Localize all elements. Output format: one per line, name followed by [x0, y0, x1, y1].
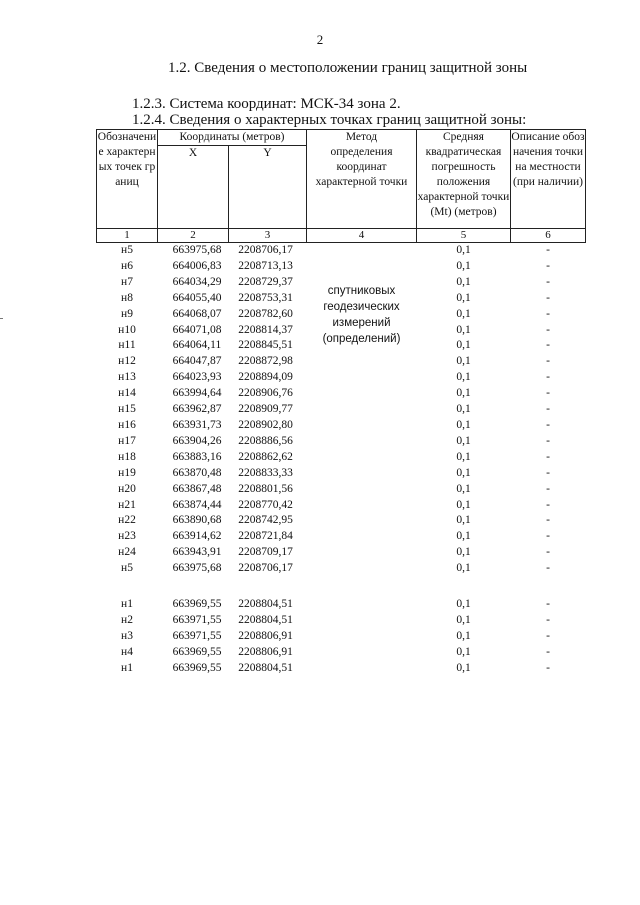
coordinate-system-line: 1.2.3. Система координат: МСК-34 зона 2.	[132, 96, 401, 112]
y-cell: 2208804,51	[238, 598, 293, 611]
x-cell: 664068,07	[172, 307, 222, 320]
y-cell: 2208713,13	[238, 259, 293, 272]
error-cell: 0,1	[456, 498, 471, 511]
x-cell: 664071,08	[172, 323, 222, 336]
y-cell: 2208833,33	[238, 466, 293, 479]
point-cell: н2	[121, 613, 133, 626]
y-cell: 2208902,80	[238, 418, 293, 431]
x-cell: 663870,48	[172, 466, 222, 479]
points-table-wrapper	[96, 129, 585, 677]
description-cell: -	[546, 482, 550, 495]
x-cell: 664055,40	[172, 291, 222, 304]
column-number: 4	[307, 229, 417, 243]
y-cell: 2208806,91	[238, 645, 293, 658]
x-cell: 663975,68	[172, 244, 222, 256]
description-cell: -	[546, 498, 550, 511]
description-cell: -	[546, 339, 550, 352]
error-cell: 0,1	[456, 387, 471, 400]
points-table	[96, 129, 586, 677]
x-cell: 663914,62	[172, 530, 222, 543]
point-cell: н12	[118, 355, 136, 368]
y-cell: 2208706,17	[238, 244, 293, 256]
header-x: X	[158, 146, 229, 229]
x-cell: 663969,55	[172, 645, 222, 658]
point-cell: н21	[118, 498, 136, 511]
description-cell: -	[546, 598, 550, 611]
point-cell: н18	[118, 450, 136, 463]
description-cell: -	[546, 275, 550, 288]
x-cell: 663962,87	[172, 403, 222, 416]
y-cell: 2208721,84	[238, 530, 293, 543]
x-cell: 663867,48	[172, 482, 222, 495]
description-cell: -	[546, 323, 550, 336]
description-cell: -	[546, 546, 550, 559]
y-cell: 2208742,95	[238, 514, 293, 527]
x-cell: 663969,55	[172, 661, 222, 674]
x-cell: 663971,55	[172, 613, 222, 626]
error-cell: 0,1	[456, 403, 471, 416]
header-description: Описание обозначения точки на местности (при наличии)	[511, 130, 586, 229]
y-cell: 2208814,37	[238, 323, 293, 336]
error-cell: 0,1	[456, 307, 471, 320]
y-cell: 2208886,56	[238, 434, 293, 447]
header-error: Средняя квадратическая погрешность положения характерной точки (Mt) (метров)	[417, 130, 511, 229]
x-cell: 663890,68	[172, 514, 222, 527]
point-cell: н6	[121, 259, 133, 272]
y-cell: 2208782,60	[238, 307, 293, 320]
point-cell: н10	[118, 323, 136, 336]
column-number: 5	[417, 229, 511, 243]
x-cell: 663874,44	[172, 498, 222, 511]
description-cell: -	[546, 629, 550, 642]
x-cell: 664023,93	[172, 371, 222, 384]
description-cell: -	[546, 530, 550, 543]
point-cell: н13	[118, 371, 136, 384]
description-cell: -	[546, 355, 550, 368]
y-cell: 2208801,56	[238, 482, 293, 495]
description-cell: -	[546, 403, 550, 416]
point-cell: н7	[121, 275, 133, 288]
margin-mark	[0, 318, 3, 319]
x-cell: 664064,11	[172, 339, 222, 352]
error-cell: 0,1	[456, 482, 471, 495]
point-cell: н24	[118, 546, 136, 559]
method-cell	[307, 243, 417, 677]
y-cell: 2208706,17	[238, 562, 293, 575]
x-cell: 663969,55	[172, 598, 222, 611]
error-cell: 0,1	[456, 450, 471, 463]
error-cell: 0,1	[456, 371, 471, 384]
header-method: Метод определения координат характерной точки	[307, 130, 417, 229]
error-cell: 0,1	[456, 355, 471, 368]
x-cell: 664047,87	[172, 355, 222, 368]
point-cell: н5	[121, 562, 133, 575]
y-cell: 2208709,17	[238, 546, 293, 559]
header-y: Y	[229, 146, 307, 229]
point-cell: н5	[121, 244, 133, 256]
description-cell: -	[546, 661, 550, 674]
y-cell: 2208753,31	[238, 291, 293, 304]
y-cell: 2208804,51	[238, 661, 293, 674]
y-cell: 2208906,76	[238, 387, 293, 400]
point-cell: н17	[118, 434, 136, 447]
description-cell: -	[546, 645, 550, 658]
header-point-label: Обозначение характерных точек границ	[97, 130, 158, 229]
x-cell: 663994,64	[172, 387, 222, 400]
error-cell: 0,1	[456, 323, 471, 336]
column-number: 6	[511, 229, 586, 243]
point-cell: н16	[118, 418, 136, 431]
error-cell: 0,1	[456, 275, 471, 288]
error-cell: 0,1	[456, 546, 471, 559]
description-cell: -	[546, 244, 550, 256]
description-cell: -	[546, 418, 550, 431]
error-cell: 0,1	[456, 339, 471, 352]
description-cell: -	[546, 434, 550, 447]
y-cell: 2208862,62	[238, 450, 293, 463]
error-cell: 0,1	[456, 514, 471, 527]
description-cell: -	[546, 371, 550, 384]
description-cell: -	[546, 387, 550, 400]
point-cell: н9	[121, 307, 133, 320]
y-cell: 2208872,98	[238, 355, 293, 368]
point-cell: н23	[118, 530, 136, 543]
point-cell: н1	[121, 661, 133, 674]
point-cell: н20	[118, 482, 136, 495]
error-cell: 0,1	[456, 562, 471, 575]
x-cell: 664006,83	[172, 259, 222, 272]
y-cell: 2208894,09	[238, 371, 293, 384]
description-cell: -	[546, 450, 550, 463]
error-cell: 0,1	[456, 291, 471, 304]
point-cell: н15	[118, 403, 136, 416]
point-cell: н11	[118, 339, 136, 352]
error-cell: 0,1	[456, 259, 471, 272]
error-cell: 0,1	[456, 418, 471, 431]
table-heading: 1.2.4. Сведения о характерных точках границ защитной зоны:	[132, 112, 527, 128]
error-cell: 0,1	[456, 598, 471, 611]
error-cell: 0,1	[456, 645, 471, 658]
error-cell: 0,1	[456, 244, 471, 256]
y-cell: 2208845,51	[238, 339, 293, 352]
x-cell: 663883,16	[172, 450, 222, 463]
description-cell: -	[546, 259, 550, 272]
point-cell: н4	[121, 645, 133, 658]
point-cell: н19	[118, 466, 136, 479]
description-cell: -	[546, 466, 550, 479]
point-cell: н8	[121, 291, 133, 304]
x-cell: 663943,91	[172, 546, 222, 559]
column-number: 1	[97, 229, 158, 243]
x-cell: 663971,55	[172, 629, 222, 642]
column-number: 3	[229, 229, 307, 243]
error-cell: 0,1	[456, 629, 471, 642]
y-cell: 2208804,51	[238, 613, 293, 626]
x-cell: 663904,26	[172, 434, 222, 447]
error-cell: 0,1	[456, 434, 471, 447]
y-cell: 2208909,77	[238, 403, 293, 416]
error-cell: 0,1	[456, 466, 471, 479]
y-cell: 2208770,42	[238, 498, 293, 511]
page-number: 2	[316, 32, 324, 47]
x-cell: 664034,29	[172, 275, 222, 288]
point-cell: н22	[118, 514, 136, 527]
description-cell: -	[546, 307, 550, 320]
description-cell: -	[546, 291, 550, 304]
x-cell: 663975,68	[172, 562, 222, 575]
y-cell: 2208806,91	[238, 629, 293, 642]
description-cell: -	[546, 562, 550, 575]
y-cell: 2208729,37	[238, 275, 293, 288]
point-cell: н1	[121, 598, 133, 611]
column-number: 2	[158, 229, 229, 243]
point-cell: н3	[121, 629, 133, 642]
error-cell: 0,1	[456, 661, 471, 674]
error-cell: 0,1	[456, 530, 471, 543]
method-text: спутниковых геодезических измерений (определений)	[322, 284, 401, 345]
error-cell: 0,1	[456, 613, 471, 626]
description-cell: -	[546, 514, 550, 527]
x-cell: 663931,73	[172, 418, 222, 431]
description-cell: -	[546, 613, 550, 626]
table-row	[97, 243, 586, 259]
header-coordinates: Координаты (метров)	[158, 130, 307, 146]
section-title: 1.2. Сведения о местоположении границ защитной зоны	[168, 60, 528, 76]
point-cell: н14	[118, 387, 136, 400]
